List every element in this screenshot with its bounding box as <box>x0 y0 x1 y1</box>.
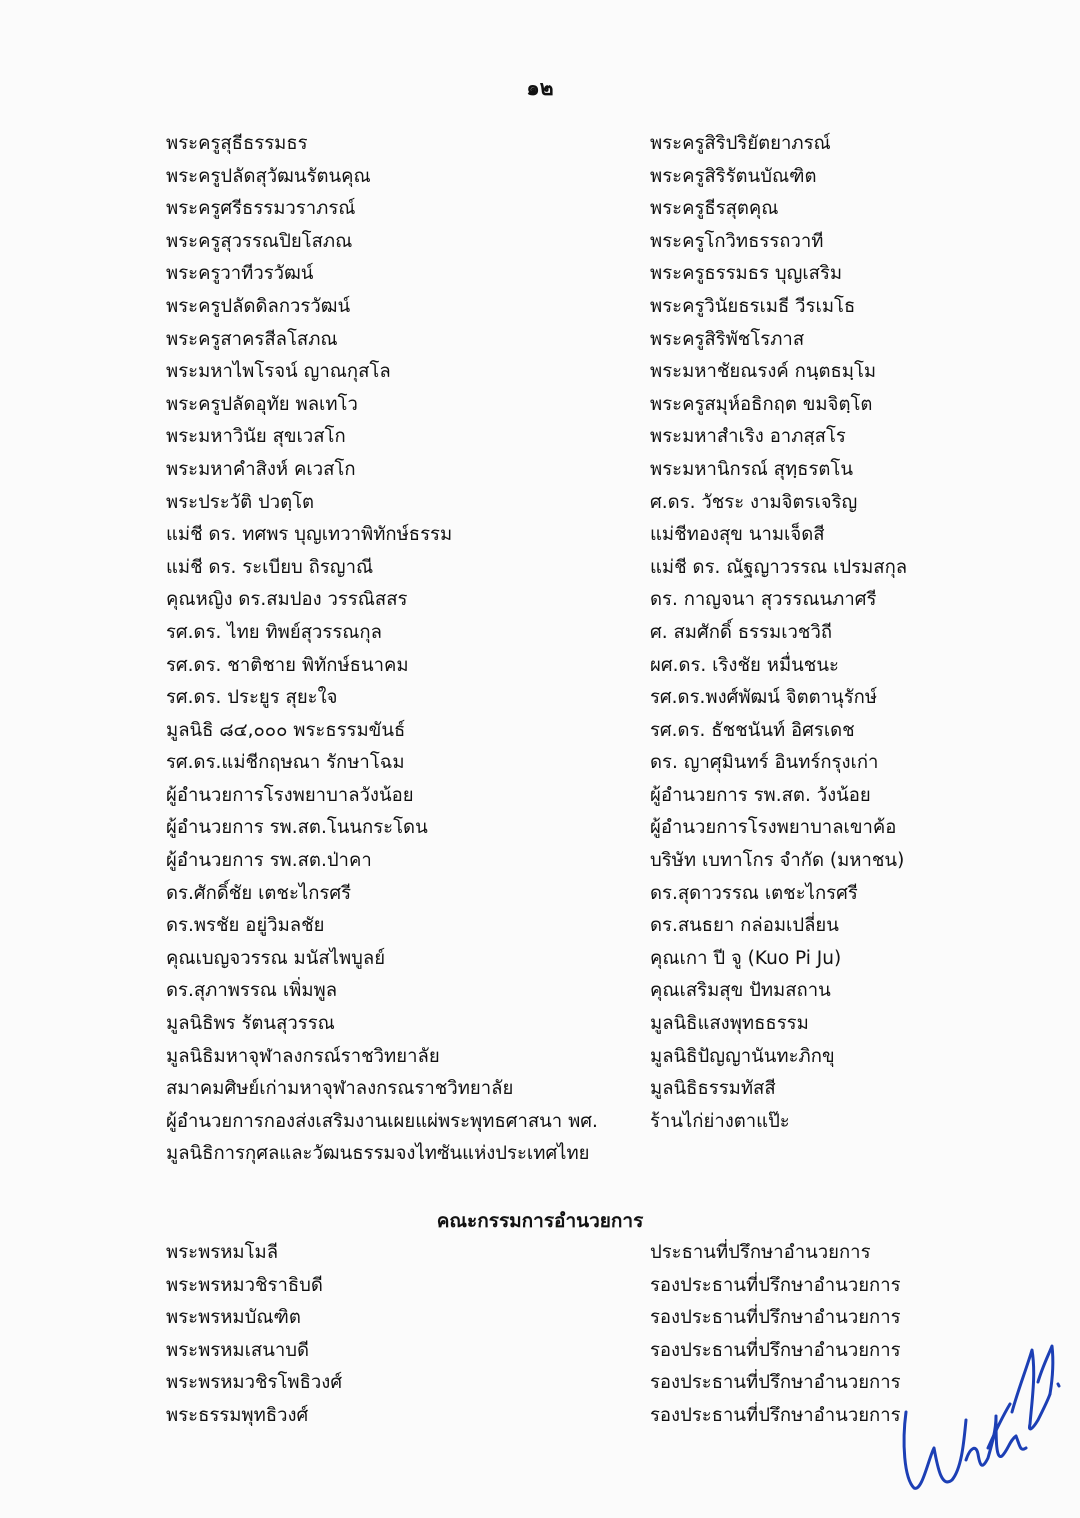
donor-name: ผู้อำนวยการกองส่งเสริมงานเผยแผ่พระพุทธศาสนา พศ. <box>166 1110 598 1132</box>
donor-name: แม่ชีทองสุข นามเจ็ดสี <box>650 524 825 546</box>
donor-name: พระครูสิริพัชโรภาส <box>650 328 805 350</box>
donor-name: พระครูศรีธรรมวราภรณ์ <box>166 198 356 220</box>
committee-member-name: พระพรหมบัณฑิต <box>166 1307 301 1329</box>
donor-name: คุณเสริมสุข ปัทมสถาน <box>650 980 831 1002</box>
committee-member-role: รองประธานที่ปรึกษาอำนวยการ <box>650 1339 901 1361</box>
donor-name: มูลนิธิมหาจุฬาลงกรณ์ราชวิทยาลัย <box>166 1045 440 1067</box>
donor-name: มูลนิธิพร รัตนสุวรรณ <box>166 1013 335 1035</box>
donor-name: พระครูสาครสีลโสภณ <box>166 328 338 350</box>
committee-member-name: พระธรรมพุทธิวงศ์ <box>166 1404 309 1426</box>
donor-name: ดร. ญาศุมินทร์ อินทร์กรุงเก่า <box>650 752 879 774</box>
donor-name: พระมหาชัยณรงค์ กนฺตธมฺโม <box>650 361 877 383</box>
donor-name: มูลนิธิปัญญานันทะภิกขุ <box>650 1045 835 1067</box>
donor-name: มูลนิธิแสงพุทธธรรม <box>650 1013 809 1035</box>
donor-name: พระครูธีรสุตคุณ <box>650 198 779 220</box>
donor-name: ดร.สนธยา กล่อมเปลี่ยน <box>650 915 839 937</box>
donor-name: ผู้อำนวยการโรงพยาบาลเขาค้อ <box>650 817 897 839</box>
donor-name: ดร.สุดาวรรณ เตชะไกรศรี <box>650 882 858 904</box>
donor-name: รศ.ดร. ชาติชาย พิทักษ์ธนาคม <box>166 654 409 676</box>
donor-list-left <box>166 128 598 1171</box>
committee-role-list <box>650 1237 901 1433</box>
donor-name: พระมหาคำสิงห์ คเวสโก <box>166 458 356 480</box>
donor-name: พระมหาไพโรจน์ ญาณกุสโล <box>166 361 391 383</box>
donor-name: คุณเบญจวรรณ มนัสไพบูลย์ <box>166 947 386 969</box>
handwritten-signature <box>892 1320 1062 1510</box>
donor-name: ศ.ดร. วัชระ งามจิตรเจริญ <box>650 491 858 513</box>
donor-name: พระครูสิริปริยัตยาภรณ์ <box>650 133 831 154</box>
donor-name: แม่ชี ดร. ระเบียบ ถิรญาณี <box>166 556 374 578</box>
donor-name: พระครูสุวรรณปิยโสภณ <box>166 230 353 252</box>
donor-name: พระครูโกวิทธรรถวาที <box>650 230 824 252</box>
donor-name: พระมหานิกรณ์ สุทฺธรตโน <box>650 458 853 480</box>
donor-name: ดร.พรชัย อยู่วิมลชัย <box>166 915 325 937</box>
committee-member-name: พระพรหมวชิรโพธิวงศ์ <box>166 1372 343 1394</box>
donor-name: คุณเกา ปี จู (Kuo Pi Ju) <box>650 947 842 969</box>
donor-name: พระครูสุธีธรรมธร <box>166 133 308 154</box>
donor-name: รศ.ดร. ธัชชนันท์ อิศรเดช <box>650 719 855 741</box>
donor-name: รศ.ดร. ไทย ทิพย์สุวรรณกุล <box>166 621 382 643</box>
committee-member-role: รองประธานที่ปรึกษาอำนวยการ <box>650 1307 901 1329</box>
donor-name: ผู้อำนวยการ รพ.สต.ป่าคา <box>166 850 372 872</box>
committee-member-name: พระพรหมโมลี <box>166 1242 279 1263</box>
donor-name: ผศ.ดร. เริงชัย หมื่นชนะ <box>650 654 839 676</box>
committee-member-name: พระพรหมเสนาบดี <box>166 1339 309 1361</box>
donor-name: พระครูวินัยธรเมธี วีรเมโธ <box>650 295 856 317</box>
donor-name: รศ.ดร.พงศ์พัฒน์ จิตตานุรักษ์ <box>650 687 878 709</box>
donor-name: พระครูปลัดดิลกวรวัฒน์ <box>166 295 351 317</box>
donor-name: บริษัท เบทาโกร จำกัด (มหาชน) <box>650 850 905 872</box>
donor-name: ดร.ศักดิ์ชัย เตชะไกรศรี <box>166 882 352 904</box>
donor-name: ร้านไก่ย่างตาแป๊ะ <box>650 1110 790 1132</box>
donor-name: พระมหาสำเริง อาภสฺสโร <box>650 426 846 448</box>
donor-list-right <box>650 128 907 1138</box>
donor-name: พระมหาวินัย สุขเวสโก <box>166 426 346 448</box>
committee-heading: คณะกรรมการอำนวยการ <box>436 1210 644 1232</box>
donor-name: พระครูธรรมธร บุญเสริม <box>650 263 843 285</box>
committee-member-role: รองประธานที่ปรึกษาอำนวยการ <box>650 1372 901 1394</box>
donor-name: มูลนิธิ ๘๔,๐๐๐ พระธรรมขันธ์ <box>166 719 406 741</box>
donor-name: มูลนิธิการกุศลและวัฒนธรรมจงไทซันแห่งประเทศไทย <box>166 1143 590 1165</box>
donor-name: พระครูสมุห์อธิกฤต ขมจิตฺโต <box>650 393 873 415</box>
donor-name: พระครูปลัดสุวัฒนรัตนคุณ <box>166 165 371 187</box>
donor-name: พระครูสิริรัตนบัณฑิต <box>650 165 817 187</box>
donor-name: ดร.สุภาพรรณ เพิ่มพูล <box>166 980 338 1002</box>
donor-name: สมาคมศิษย์เก่ามหาจุฬาลงกรณราชวิทยาลัย <box>166 1078 514 1100</box>
donor-name: ศ. สมศักดิ์ ธรรมเวชวิถี <box>650 621 833 643</box>
donor-name: แม่ชี ดร. ณัฐญาวรรณ เปรมสกุล <box>650 556 908 578</box>
committee-member-role: ประธานที่ปรึกษาอำนวยการ <box>650 1242 871 1263</box>
donor-name: คุณหญิง ดร.สมปอง วรรณิสสร <box>166 589 408 611</box>
donor-name: รศ.ดร.แม่ชีกฤษณา รักษาโฉม <box>166 752 405 774</box>
donor-name: ผู้อำนวยการ รพ.สต. วังน้อย <box>650 784 871 806</box>
donor-name: ผู้อำนวยการ รพ.สต.โนนกระโดน <box>166 817 428 839</box>
donor-name: ผู้อำนวยการโรงพยาบาลวังน้อย <box>166 784 414 806</box>
committee-member-name: พระพรหมวชิราธิบดี <box>166 1274 323 1296</box>
donor-name: พระครูปลัดอุทัย พลเทโว <box>166 393 358 415</box>
committee-member-role: รองประธานที่ปรึกษาอำนวยการ <box>650 1274 901 1296</box>
committee-name-list <box>166 1237 342 1433</box>
donor-name: พระประวัติ ปวตฺโต <box>166 491 315 513</box>
donor-name: รศ.ดร. ประยูร สุยะใจ <box>166 687 338 709</box>
donor-name: พระครูวาทีวรวัฒน์ <box>166 263 314 285</box>
committee-member-role: รองประธานที่ปรึกษาอำนวยการ <box>650 1404 901 1426</box>
donor-name: แม่ชี ดร. ทศพร บุญเทวาพิทักษ์ธรรม <box>166 524 453 546</box>
page-number: ๑๒ <box>526 76 554 100</box>
donor-name: ดร. กาญจนา สุวรรณนภาศรี <box>650 589 877 611</box>
donor-name: มูลนิธิธรรมทัสสี <box>650 1078 776 1100</box>
